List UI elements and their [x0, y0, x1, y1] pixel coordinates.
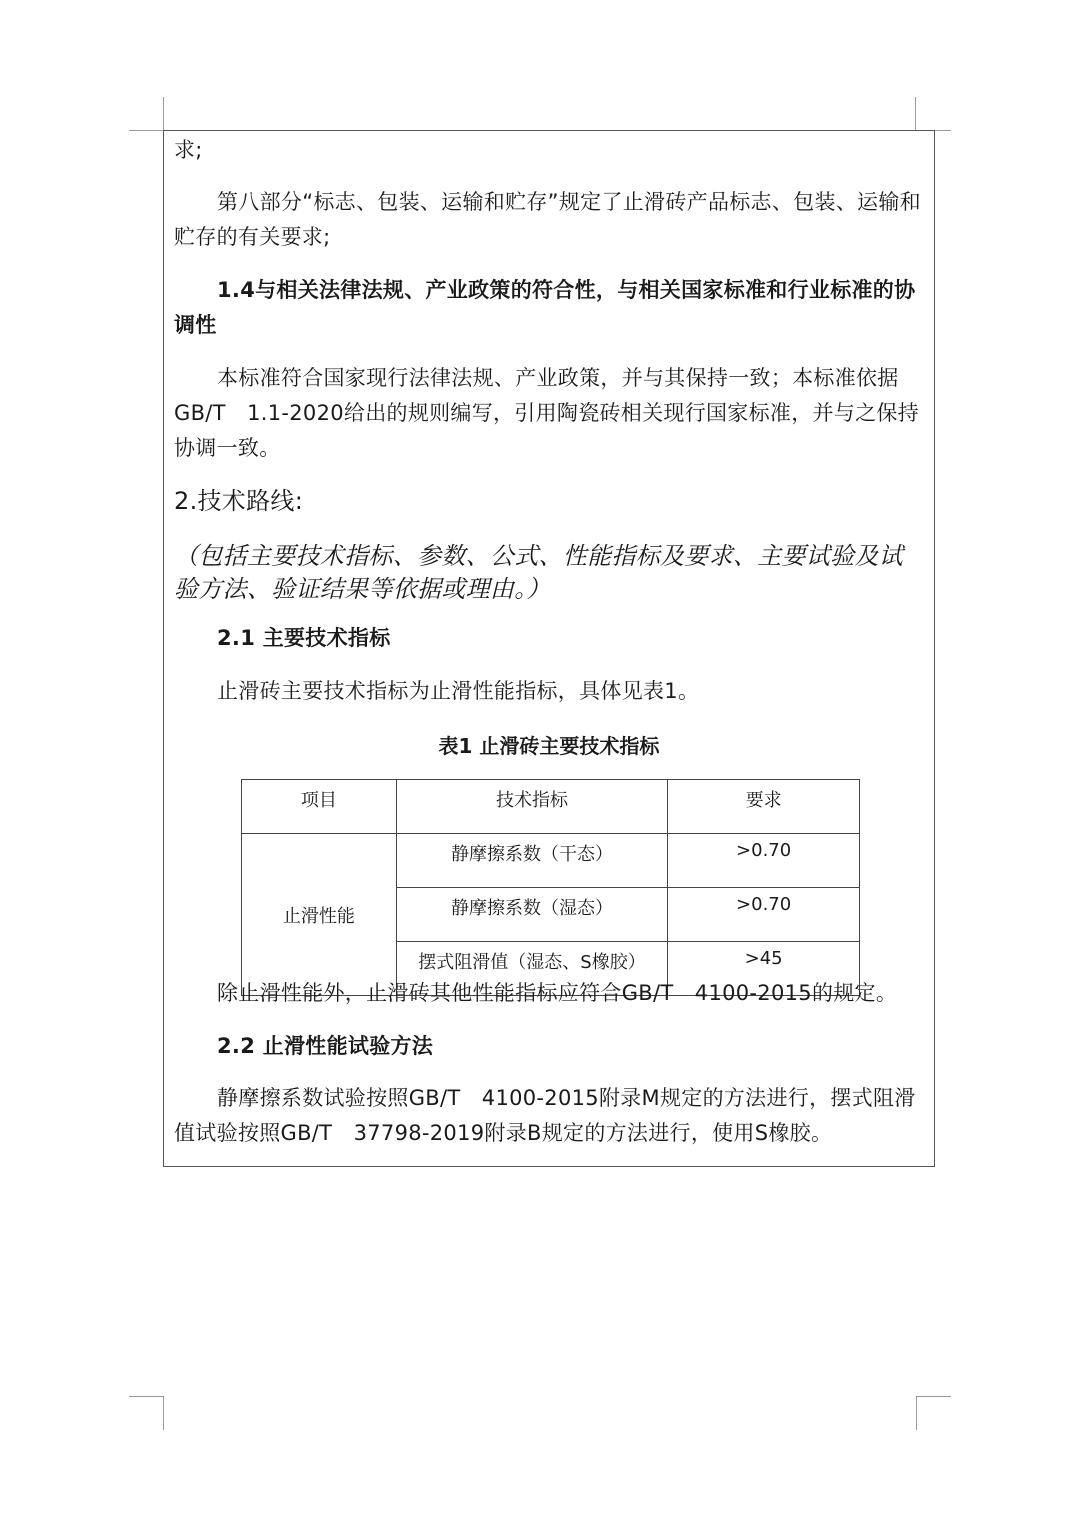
heading-2-2: 2.2 止滑性能试验方法 [217, 1034, 434, 1058]
crop-mark-br-v [916, 1396, 917, 1430]
paragraph-continuation: 求; [174, 138, 203, 162]
metric-cell: 静摩擦系数（干态） [396, 834, 668, 888]
crop-mark-tr-v [915, 97, 916, 131]
note-technical-route: （包括主要技术指标、参数、公式、性能指标及要求、主要试验及试验方法、验证结果等依据或理由。） [174, 542, 903, 603]
header-item: 项目 [242, 780, 397, 834]
document-frame [163, 130, 935, 1167]
heading-technical-route: 2.技术路线: [174, 487, 304, 515]
metric-cell: 静摩擦系数（湿态） [396, 888, 668, 942]
spec-table [241, 779, 860, 996]
heading-1-4: 1.4与相关法律法规、产业政策的符合性，与相关国家标准和行业标准的协调性 [174, 278, 916, 337]
table-caption: 表1 止滑砖主要技术指标 [438, 734, 660, 758]
value-cell: >0.70 [668, 834, 860, 888]
table-row [242, 834, 860, 888]
crop-mark-bl-v [163, 1396, 164, 1430]
crop-mark-bl-h [129, 1396, 164, 1397]
crop-mark-br-h [916, 1396, 951, 1397]
header-requirement: 要求 [668, 780, 860, 834]
metric-cell: 摆式阻滑值（湿态、S橡胶） [396, 942, 668, 996]
value-cell: >45 [668, 942, 860, 996]
heading-2-1: 2.1 主要技术指标 [217, 626, 391, 650]
paragraph-test-methods: 静摩擦系数试验按照GB/T 4100-2015附录M规定的方法进行，摆式阻滑值试验按照GB/T 37798-2019附录B规定的方法进行，使用S橡胶。 [174, 1086, 916, 1145]
paragraph-other-indicators: 除止滑性能外，止滑砖其他性能指标应符合GB/T 4100-2015的规定。 [217, 981, 898, 1005]
paragraph-part-eight: 第八部分“标志、包装、运输和贮存”规定了止滑砖产品标志、包装、运输和贮存的有关要求; [174, 190, 921, 249]
crop-mark-tr-h [934, 130, 951, 131]
crop-mark-tl-h [129, 130, 164, 131]
paragraph-main-indicators: 止滑砖主要技术指标为止滑性能指标，具体见表1。 [217, 679, 700, 703]
crop-mark-tl-v [163, 97, 164, 131]
header-metric: 技术指标 [396, 780, 668, 834]
value-cell: >0.70 [668, 888, 860, 942]
group-cell: 止滑性能 [242, 834, 397, 996]
paragraph-compliance: 本标准符合国家现行法律法规、产业政策，并与其保持一致；本标准依据GB/T 1.1-2020给出的规则编写，引用陶瓷砖相关现行国家标准，并与之保持协调一致。 [174, 366, 919, 460]
table-header-row [242, 780, 860, 834]
